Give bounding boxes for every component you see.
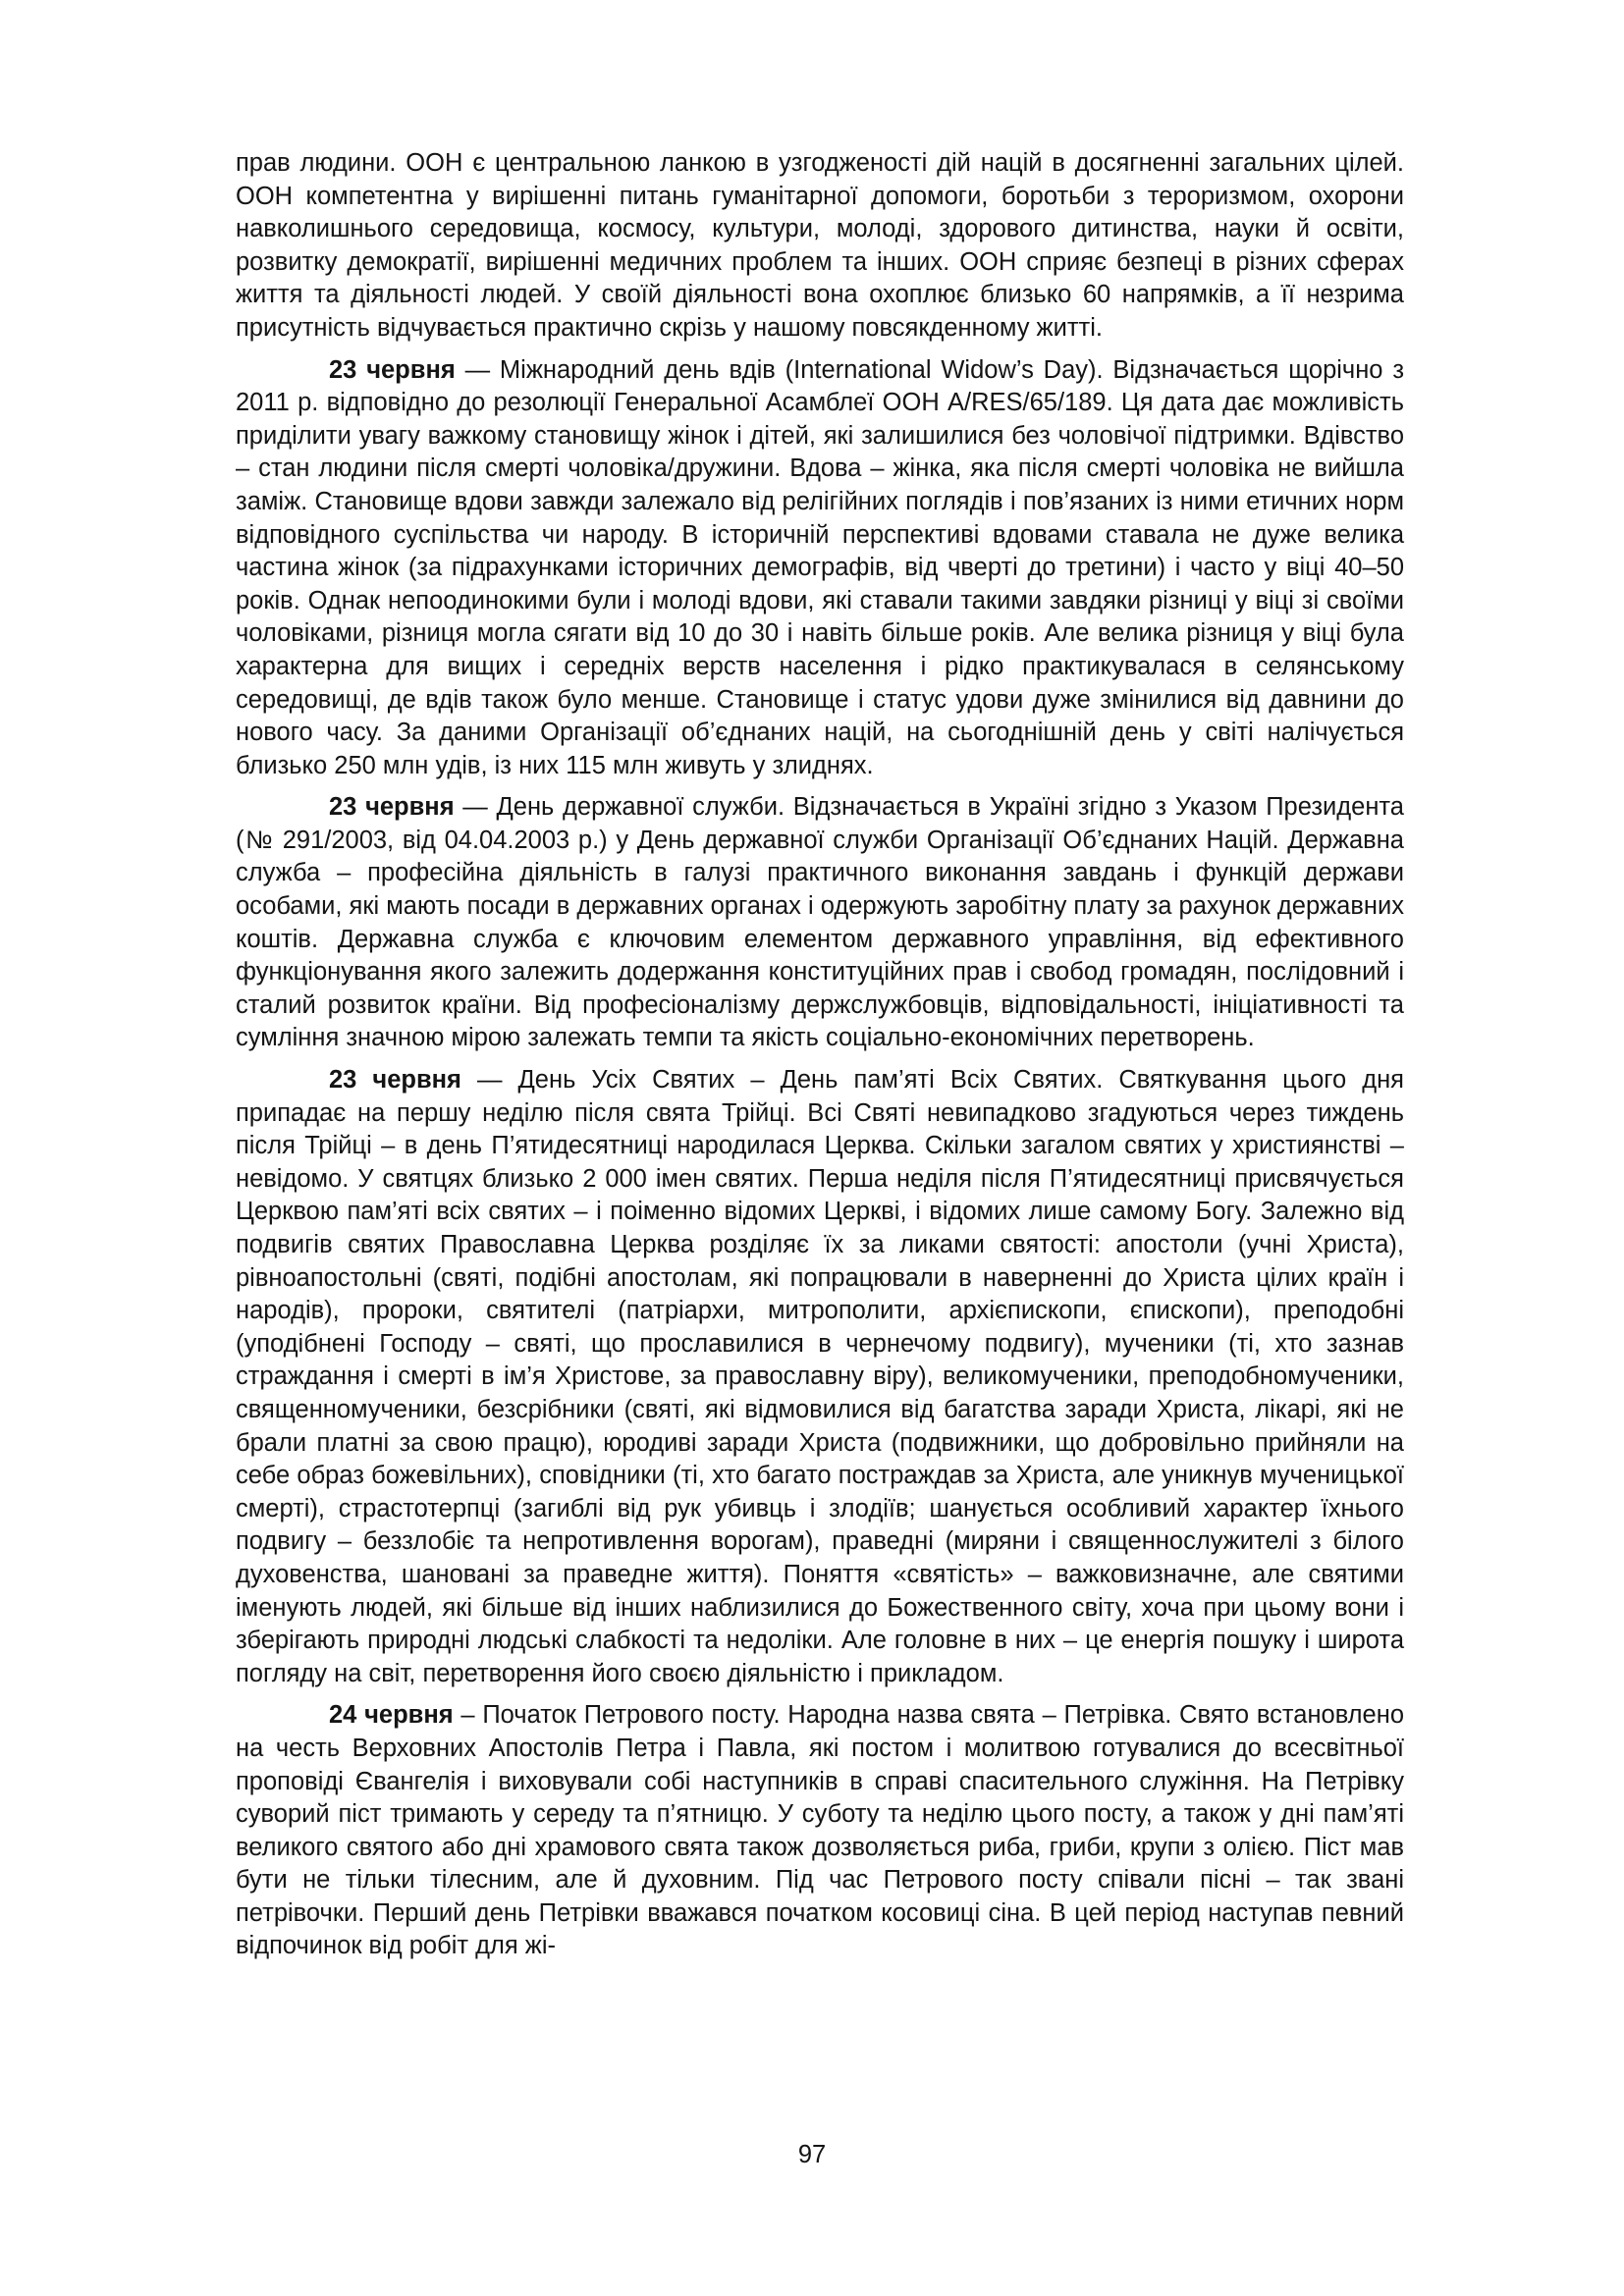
entry-all-saints-day <box>236 1064 1404 1690</box>
entry-date: 23 червня <box>329 355 456 384</box>
entry-widows-day <box>236 354 1404 783</box>
entry-text: – Початок Петрового посту. Народна назва свята – Петрівка. Свято встановлено на честь Верховних Апостолів Петра і Павла, які постом і молитвою готувалися до всесвітньої проповіді Євангелія і виховували собі наступників в справі спасительного служіння. На Петрівку суворий піст тримають у середу та п’ятницю. У суботу та неділю цього посту, а також у дні пам’яті великого святого або дні храмового свята також дозволяється риба, гриби, крупи з олією. Піст мав бути не тільки тілесним, але й духовним. Під час Петрового посту співали пісні – так звані петрівочки. Перший день Петрівки вважався початком косовиці сіна. В цей період наступав певний відпочинок від робіт для жі- <box>236 1701 1404 1960</box>
entry-date: 23 червня <box>329 1066 461 1095</box>
entry-civil-service-day <box>236 791 1404 1055</box>
entry-text: — День Усіх Святих – День пам’яті Всіх Святих. Святкування цього дня припадає на першу неділю після свята Трійці. Всі Святі невипадково згадуються через тиждень після Трійці – в день П’ятидесятниці народилася Церква. Скільки загалом святих у християнстві – невідомо. У святцях близько 2 000 імен святих. Перша неділя після П’ятидесятниці присвячується Церквою пам’яті всіх святих – і поіменно відомих Церкві, і відомих лише самому Богу. Залежно від подвигів святих Православна Церква розділяє їх за ликами святості: апостоли (учні Христа), рівноапостольні (святі, подібні апостолам, які попрацювали в наверненні до Христа цілих країн і народів), пророки, святителі (патріархи, митрополити, архієпископи, єпископи), преподобні (уподібнені Господу – святі, що прославилися в чернечому подвигу), мученики (ті, хто зазнав страждання і смерті в ім’я Христове, за православну віру), великомученики, преподобномученики, священномученики, безсрібники (святі, які відмовилися від багатства заради Христа, лікарі, які не брали платні за свою працю), юродиві заради Христа (подвижники, що добровільно прийняли на себе образ божевільних), сповідники (ті, хто багато постраждав за Христа, але уникнув мученицької смерті), страстотерпці (загиблі від рук убивць і злодіїв; шанується особливий характер їхнього подвигу – беззлобіє та непротивлення ворогам), праведні (миряни і священнослужителі з білого духовенства, шановані за праведне життя). Поняття «святість» – важковизначне, але святими іменують людей, які більше від інших наблизилися до Божественного світу, хоча при цьому вони і зберігають природні людські слабкості та недоліки. Але головне в них – це енергія пошуку і широта погляду на світ, перетворення його своєю діяльністю і прикладом. <box>236 1066 1404 1687</box>
entry-date: 24 червня <box>329 1701 454 1730</box>
entry-date: 23 червня <box>329 793 455 822</box>
entry-peters-fast <box>236 1699 1404 1963</box>
entry-text: — День державної служби. Відзначається в Україні згідно з Указом Президента (№ 291/2003, від 04.04.2003 р.) у День державної служби Організації Об’єднаних Націй. Державна служба – професійна діяльність в галузі практичного виконання завдань і функцій держави особами, які мають посади в державних органах і одержують заробітну плату за рахунок державних коштів. Державна служба є ключовим елементом державного управління, від ефективного функціонування якого залежить додержання конституційних прав і свобод громадян, послідовний і сталий розвиток країни. Від професіоналізму держслужбовців, відповідальності, ініціативності та сумління значною мірою залежать темпи та якість соціально-економічних перетворень. <box>236 793 1404 1052</box>
page-body <box>236 147 1404 1972</box>
entry-text: — Міжнародний день вдів (International Widow’s Day). Відзначається щорічно з 2011 р. відповідно до резолюції Генеральної Асамблеї ООН A/RES/65/189. Ця дата дає можливість приділити увагу важкому становищу жінок і дітей, які залишилися без чоловічої підтримки. Вдівство – стан людини після смерті чоловіка/дружини. Вдова – жінка, яка після смерті чоловіка не вийшла заміж. Становище вдови завжди залежало від релігійних поглядів і пов’язаних із ними етичних норм відповідного суспільства чи народу. В історичній перспективі вдовами ставала не дуже велика частина жінок (за підрахунками історичних демографів, від чверті до третини) і часто у віці 40–50 років. Однак непоодинокими були і молоді вдови, які ставали такими завдяки різниці у віці зі своїми чоловіками, різниця могла сягати від 10 до 30 і навіть більше років. Але велика різниця у віці була характерна для вищих і середніх верств населення і рідко практикувалася в селянському середовищі, де вдів також було менше. Становище і статус удови дуже змінилися від давнини до нового часу. За даними Організації об’єднаних націй, на сьогоднішній день у світі налічується близько 250 млн удів, із них 115 млн живуть у злиднях. <box>236 355 1405 779</box>
page-number: 97 <box>797 2141 827 2168</box>
intro-paragraph: прав людини. ООН є центральною ланкою в узгодженості дій націй в досягненні загальних цілей. ООН компетентна у вирішенні питань гуманітарної допомоги, боротьби з тероризмом, охорони навколишнього середовища, космосу, культури, молоді, здорового дитинства, науки й освіти, розвитку демократії, вирішенні медичних проблем та інших. ООН сприяє безпеці в різних сферах життя та діяльності людей. У своїй діяльності вона охоплює близько 60 напрямків, а її незрима присутність відчувається практично скрізь у нашому повсякденному житті. <box>236 149 1404 342</box>
